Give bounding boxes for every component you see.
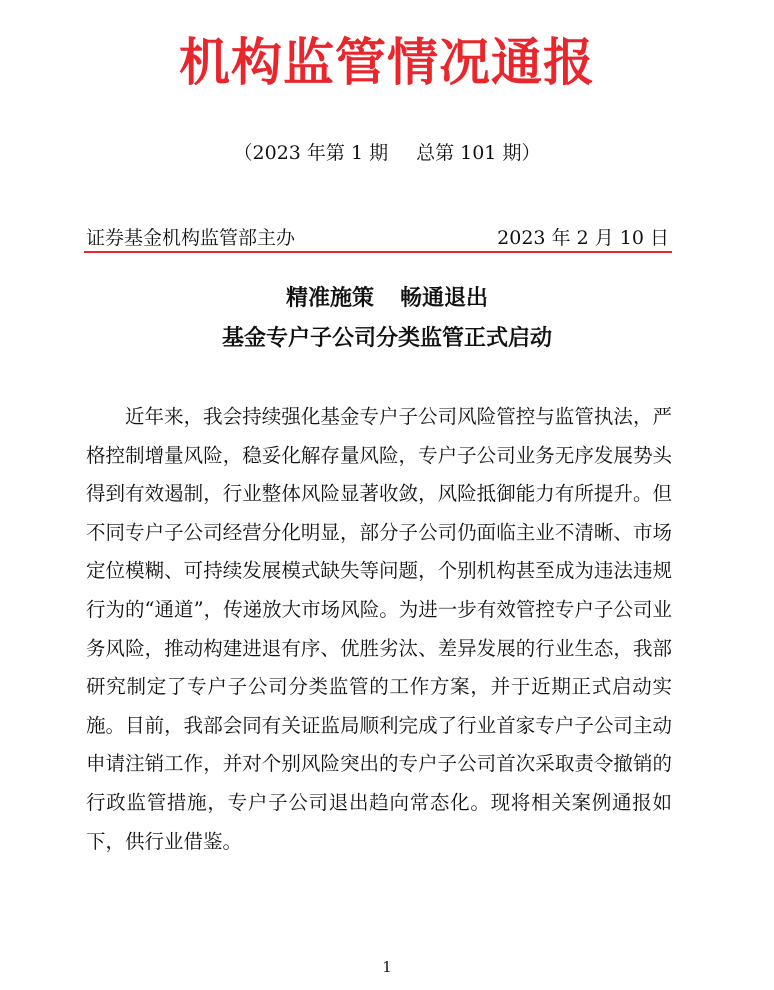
publish-date: 2023 年 2 月 10 日 <box>497 227 669 249</box>
issue-text: （2023 年第 1 期 <box>233 142 389 164</box>
organizer: 证券基金机构监管部主办 <box>86 227 296 249</box>
issuer-header <box>86 223 669 253</box>
total-issue-text: 总第 101 期） <box>416 142 541 164</box>
headline-part-2: 畅通退出 <box>400 286 489 311</box>
headline-line-1 <box>0 283 774 315</box>
headline-part-1: 精准施策 <box>285 286 374 311</box>
page-number: 1 <box>382 958 392 976</box>
headline-line-2: 基金专户子公司分类监管正式启动 <box>221 326 552 351</box>
issue-number <box>0 138 774 168</box>
body-paragraph: 近年来，我会持续强化基金专户子公司风险管控与监管执法，严格控制增量风险，稳妥化解存量风险，专户子公司业务无序发展势头得到有效遏制，行业整体风险显著收敛，风险抵御能力有所提升。但不同专户子公司经营分化明显，部分子公司仍面临主业不清晰、市场定位模糊、可持续发展模式缺失等问题，个别机构甚至成为违法违规行为的“通道”，传递放大市场风险。为进一步有效管控专户子公司业务风险，推动构建进退有序、优胜劣汰、差异发展的行业生态，我部研究制定了专户子公司分类监管的工作方案，并于近期正式启动实施。目前，我部会同有关证监局顺利完成了行业首家专户子公司主动申请注销工作，并对个别风险突出的专户子公司首次采取责令撤销的行政监管措施，专户子公司退出趋向常态化。现将相关案例通报如下，供行业借鉴。 <box>86 405 672 853</box>
masthead-title: 机构监管情况通报 <box>178 34 595 93</box>
header-divider <box>84 251 672 253</box>
